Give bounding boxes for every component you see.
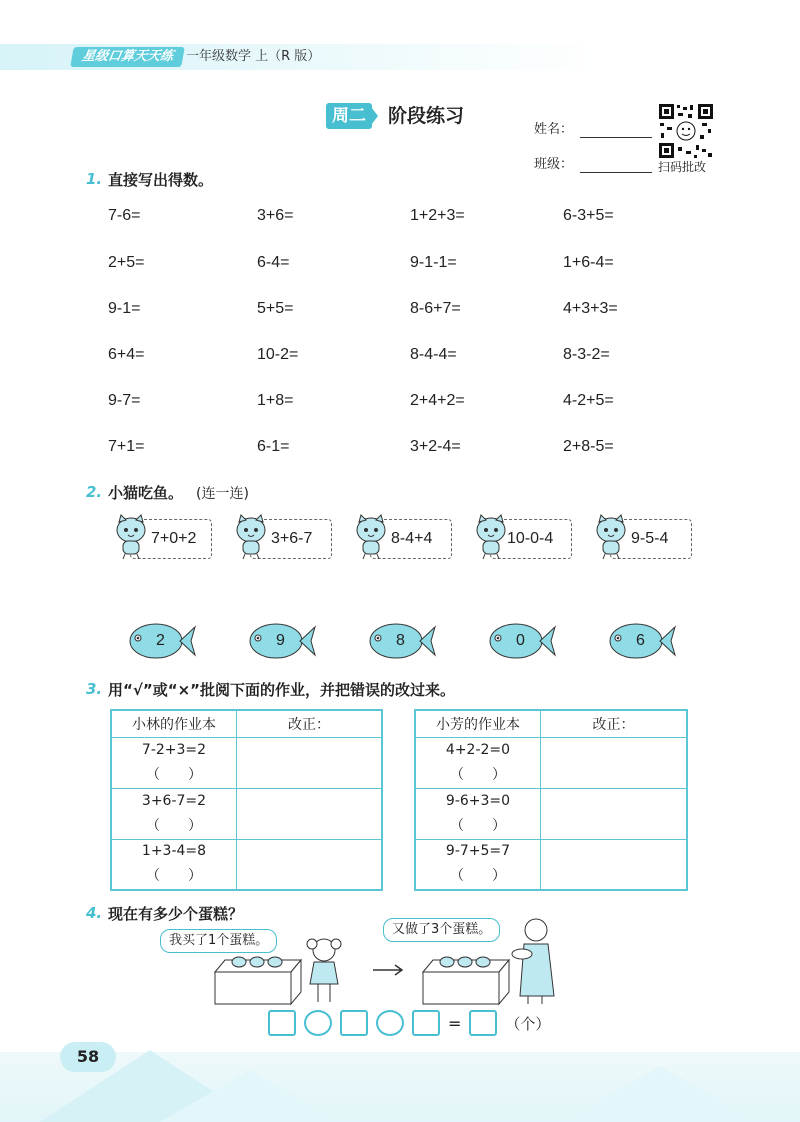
fish-number: 8 [396, 632, 405, 649]
cat-expression: 7+0+2 [151, 530, 197, 547]
cake-box-icon [421, 950, 511, 1006]
unit-label: （个） [505, 1014, 551, 1033]
cat-icon [472, 514, 510, 560]
qr-caption: 扫码批改 [658, 160, 707, 174]
class-label: 班级： [534, 157, 574, 172]
homework-equation: 7-2+3=2 [141, 741, 207, 758]
correction-cell[interactable] [541, 737, 688, 788]
q4-title: 现在有多少个蛋糕？ [108, 905, 244, 923]
cat-expression: 8-4+4 [391, 530, 433, 547]
arrow-right-icon [372, 964, 404, 976]
equation: 9-1= [108, 300, 141, 317]
mark-slot[interactable]: （ ） [146, 868, 202, 885]
cat-icon [232, 514, 270, 560]
homework-equation: 1+3-4=8 [141, 843, 207, 860]
equation: 2+5= [108, 254, 145, 271]
equation: 1+6-4= [563, 254, 614, 271]
mark-slot[interactable]: （ ） [450, 766, 506, 783]
name-field[interactable] [580, 136, 652, 138]
q4-number: 4. [86, 904, 103, 922]
cake-box-icon [213, 950, 303, 1006]
correction-cell[interactable] [541, 788, 688, 839]
answer-row [268, 1008, 550, 1038]
homework-item [415, 788, 541, 839]
page-title: 阶段练习 [388, 105, 465, 127]
homework-item [111, 788, 237, 839]
q3-title: 用“√”或“×”批阅下面的作业，并把错误的改过来。 [108, 681, 456, 699]
homework-item [415, 737, 541, 788]
qr-code-icon[interactable] [658, 103, 714, 159]
equation: 8-3-2= [563, 346, 610, 363]
homework-equation: 9-7+5=7 [445, 843, 511, 860]
homework-item [111, 737, 237, 788]
operator-circle[interactable] [376, 1010, 404, 1036]
table-header: 改正： [237, 710, 383, 737]
equation: 3+2-4= [410, 438, 461, 455]
cat-icon [592, 514, 630, 560]
equation: 4+3+3= [563, 300, 618, 317]
equation: 10-2= [257, 346, 299, 363]
mark-slot[interactable]: （ ） [450, 868, 506, 885]
q2-note: (连一连) [196, 486, 249, 502]
equation: 2+4+2= [410, 392, 465, 409]
correction-cell[interactable] [237, 788, 383, 839]
equation: 4-2+5= [563, 392, 614, 409]
fish-number: 9 [276, 632, 285, 649]
table-header: 改正： [541, 710, 688, 737]
speech-bubble-right: 又做了3个蛋糕。 [383, 918, 500, 942]
page-number: 58 [60, 1042, 116, 1072]
equation: 3+6= [257, 207, 294, 224]
homework-table-right [414, 709, 688, 891]
title-badge-notch [368, 103, 378, 129]
correction-cell[interactable] [237, 737, 383, 788]
equation: 6-4= [257, 254, 290, 271]
girl-icon [304, 936, 344, 1006]
cat-expression: 9-5-4 [631, 530, 669, 547]
homework-item [415, 839, 541, 890]
equation: 7+1= [108, 438, 145, 455]
correction-cell[interactable] [541, 839, 688, 890]
mark-slot[interactable]: （ ） [450, 817, 506, 834]
footer-decoration [0, 1040, 800, 1122]
header-subtitle: 一年级数学 上（R 版） [186, 49, 321, 64]
cat-expression: 10-0-4 [507, 530, 554, 547]
title-badge: 周二 [326, 103, 372, 129]
homework-equation: 3+6-7=2 [141, 792, 207, 809]
speech-bubble-left: 我买了1个蛋糕。 [160, 929, 277, 953]
fish-number: 0 [516, 632, 525, 649]
mark-slot[interactable]: （ ） [146, 817, 202, 834]
class-field[interactable] [580, 171, 652, 173]
equation: 9-7= [108, 392, 141, 409]
operator-circle[interactable] [304, 1010, 332, 1036]
table-header: 小林的作业本 [111, 710, 237, 737]
fish-number: 6 [636, 632, 645, 649]
homework-item [111, 839, 237, 890]
equation: 2+8-5= [563, 438, 614, 455]
equation: 5+5= [257, 300, 294, 317]
equation: 1+2+3= [410, 207, 465, 224]
woman-icon [510, 916, 558, 1006]
homework-table-left [110, 709, 383, 891]
q3-number: 3. [86, 680, 103, 698]
equation: 9-1-1= [410, 254, 457, 271]
table-header: 小芳的作业本 [415, 710, 541, 737]
homework-equation: 9-6+3=0 [445, 792, 511, 809]
equals-sign: = [448, 1013, 462, 1033]
q2-number: 2. [86, 483, 103, 501]
cat-icon [112, 514, 150, 560]
equation: 8-4-4= [410, 346, 457, 363]
cat-expression: 3+6-7 [271, 530, 313, 547]
equation: 7-6= [108, 207, 141, 224]
answer-box[interactable] [268, 1010, 296, 1036]
q1-title: 直接写出得数。 [108, 171, 214, 189]
brand-label: 星级口算天天练 [70, 47, 185, 67]
equation: 1+8= [257, 392, 294, 409]
cat-icon [352, 514, 390, 560]
answer-box[interactable] [412, 1010, 440, 1036]
result-box[interactable] [469, 1010, 497, 1036]
homework-equation: 4+2-2=0 [445, 741, 511, 758]
equation: 8-6+7= [410, 300, 461, 317]
q2-title: 小猫吃鱼。 [108, 484, 184, 502]
name-label: 姓名： [534, 122, 574, 137]
correction-cell[interactable] [237, 839, 383, 890]
equation: 6-3+5= [563, 207, 614, 224]
fish-number: 2 [156, 632, 165, 649]
mark-slot[interactable]: （ ） [146, 766, 202, 783]
answer-box[interactable] [340, 1010, 368, 1036]
q1-number: 1. [86, 170, 103, 188]
equation: 6+4= [108, 346, 145, 363]
equation: 6-1= [257, 438, 290, 455]
